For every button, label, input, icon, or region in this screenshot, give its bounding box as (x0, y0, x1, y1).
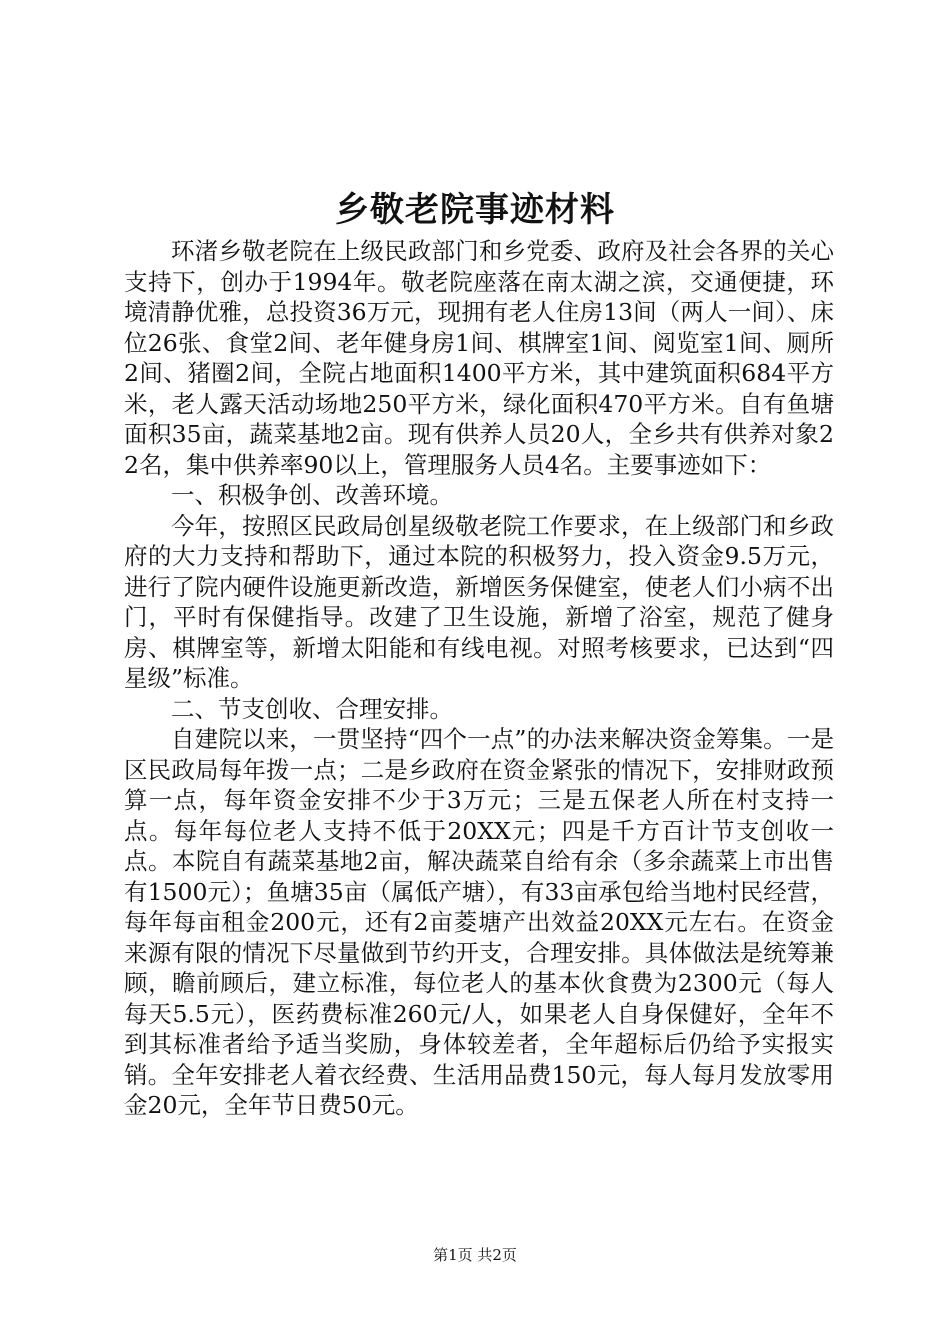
paragraph-intro: 环渚乡敬老院在上级民政部门和乡党委、政府及社会各界的关心支持下，创办于1994年。敬老院座落在南太湖之滨，交通便捷，环境清静优雅，总投资36万元，现拥有老人住房13间（两人一间）、床位26张、食堂2间、老年健身房1间、棋牌室1间、阅览室1间、厕所2间、猪圈2间，全院占地面积1400平方米，其中建筑面积684平方米，老人露天活动场地250平方米，绿化面积470平方米。自有鱼塘面积35亩，蔬菜基地2亩。现有供养人员20人，全乡共有供养对象22名，集中供养率90以上，管理服务人员4名。主要事迹如下： (124, 237, 834, 479)
page-footer: 第1页 共2页 (433, 1246, 517, 1264)
section-heading-1: 一、积极争创、改善环境。 (171, 481, 453, 509)
paragraph-section-1: 今年，按照区民政局创星级敬老院工作要求，在上级部门和乡政府的大力支持和帮助下，通过本院的积极努力，投入资金9.5万元，进行了院内硬件设施更新改造，新增医务保健室，使老人们小病不出门，平时有保健指导。改建了卫生设施，新增了浴室，规范了健身房、棋牌室等，新增太阳能和有线电视。对照考核要求，已达到“四星级”标准。 (124, 511, 834, 692)
document-body (124, 236, 834, 1121)
document-title: 乡敬老院事迹材料 (335, 190, 615, 230)
section-heading-2: 二、节支创收、合理安排。 (171, 694, 453, 723)
paragraph-section-2: 自建院以来，一贯坚持“四个一点”的办法来解决资金筹集。一是区民政局每年拨一点；二是乡政府在资金紧张的情况下，安排财政预算一点，每年资金安排不少于3万元；三是五保老人所在村支持一点。每年每位老人支持不低于20XX元；四是千方百计节支创收一点。本院自有蔬菜基地2亩，解决蔬菜自给有余（多余蔬菜上市出售有1500元）；鱼塘35亩（属低产塘），有33亩承包给当地村民经营，每年每亩租金200元，还有2亩菱塘产出效益20XX元左右。在资金来源有限的情况下尽量做到节约开支，合理安排。具体做法是统筹兼顾，瞻前顾后，建立标准，每位老人的基本伙食费为2300元（每人每天5.5元），医药费标准260元/人，如果老人自身保健好，全年不到其标准者给予适当奖励，身体较差者，全年超标后仍给予实报实销。全年安排老人着衣经费、生活用品费150元，每人每月发放零用金20元，全年节日费50元。 (124, 725, 834, 1119)
